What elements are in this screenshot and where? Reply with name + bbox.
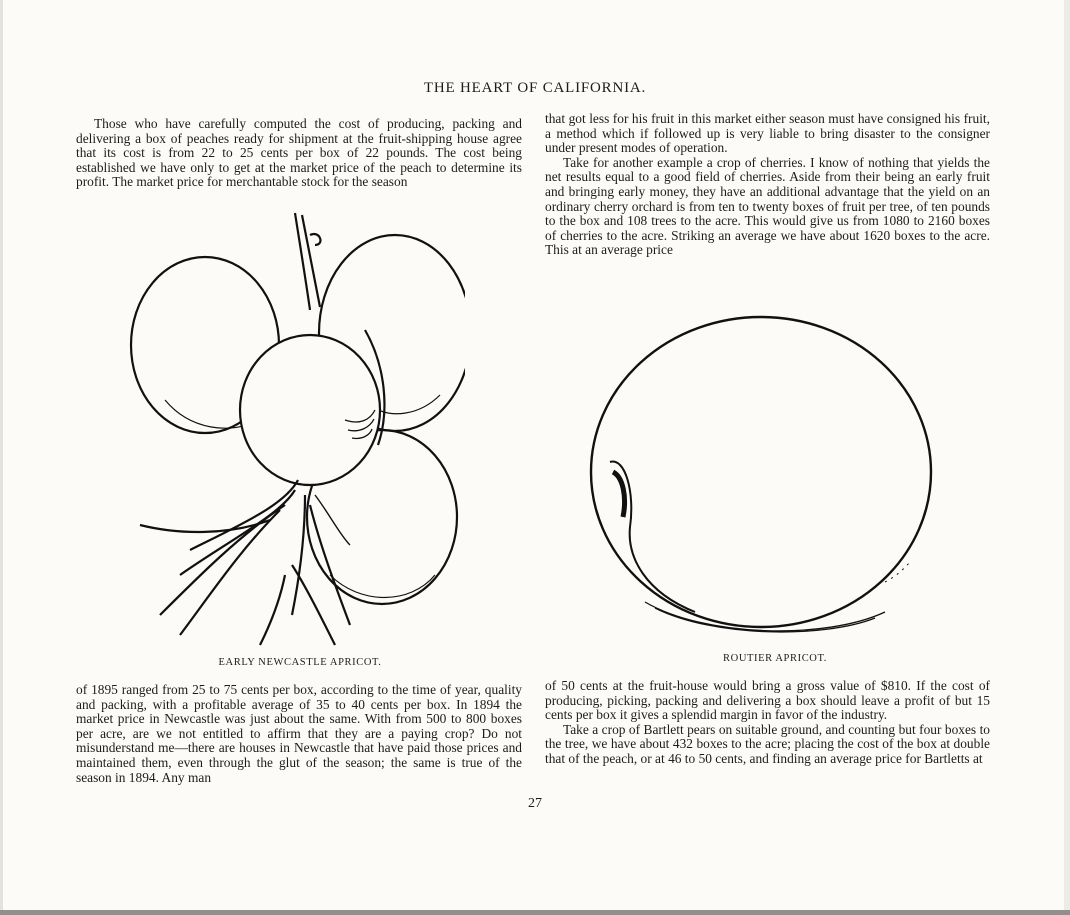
column-bottom-left [76, 683, 522, 785]
page-number: 27 [528, 796, 542, 811]
column-bottom-right [545, 679, 990, 767]
paragraph: Those who have carefully computed the cost of producing, packing and delivering a box of peaches ready for shipment at the fruit-shipping house agree that its cost is from 22 to 25 cents per box of 22 pounds. The cost being established we have only to get at the market price of the peach to determine its profit. The market price for merchantable stock for the season [76, 116, 522, 190]
figure-caption-right: ROUTIER APRICOT. [723, 653, 827, 664]
column-top-right [545, 112, 990, 258]
page-edge [1064, 0, 1070, 915]
paragraph: of 1895 ranged from 25 to 75 cents per box, according to the time of year, quality and packing, with a profitable average of 35 to 40 cents per box. In 1894 the market price in Newcastle was just about the same. With from 500 to 800 boxes per acre, are we not entitled to affirm that they are a paying crop? Do not misunderstand me—there are houses in Newcastle that have paid those prices and maintained them, even through the glut of the season; the same is true of the season in 1894. Any man [76, 682, 522, 785]
paragraph: Take a crop of Bartlett pears on suitable ground, and counting but four boxes to the tree, we have about 432 boxes to the acre; placing the cost of the box at double that of the peach, or at 46 to 50 cents, and finding an average price for Bartletts at [545, 721, 990, 766]
column-top-left [76, 117, 522, 190]
figure-caption-left: EARLY NEWCASTLE APRICOT. [218, 657, 382, 668]
scan-bottom-edge [0, 910, 1070, 915]
paragraph: Take for another example a crop of cherries. I know of nothing that yields the net results equal to a good field of cherries. Aside from their being an early fruit and bringing early money, they have an additional advantage that the yield on an ordinary cherry orchard is from ten to twenty boxes of fruit per tree, of ten pounds to the box and 108 trees to the acre. This would give us from 1080 to 2160 boxes of cherries to the acre. Striking an average we have about 1620 boxes to the acre. This at an average price [545, 154, 990, 258]
early-newcastle-apricot-illustration [120, 205, 465, 650]
page-gutter-shadow [0, 0, 3, 915]
paragraph: that got less for his fruit in this market either season must have consigned his fruit, a method which if followed up is very liable to bring disaster to the consigner under present modes of operation. [545, 111, 990, 156]
routier-apricot-illustration [585, 312, 960, 647]
paragraph: of 50 cents at the fruit-house would bring a gross value of $810. If the cost of producing, picking, packing and delivering a box should leave a profit of but 15 cents per box it gives a splendid margin in favor of the industry. [545, 678, 990, 723]
running-head: THE HEART OF CALIFORNIA. [423, 80, 647, 96]
